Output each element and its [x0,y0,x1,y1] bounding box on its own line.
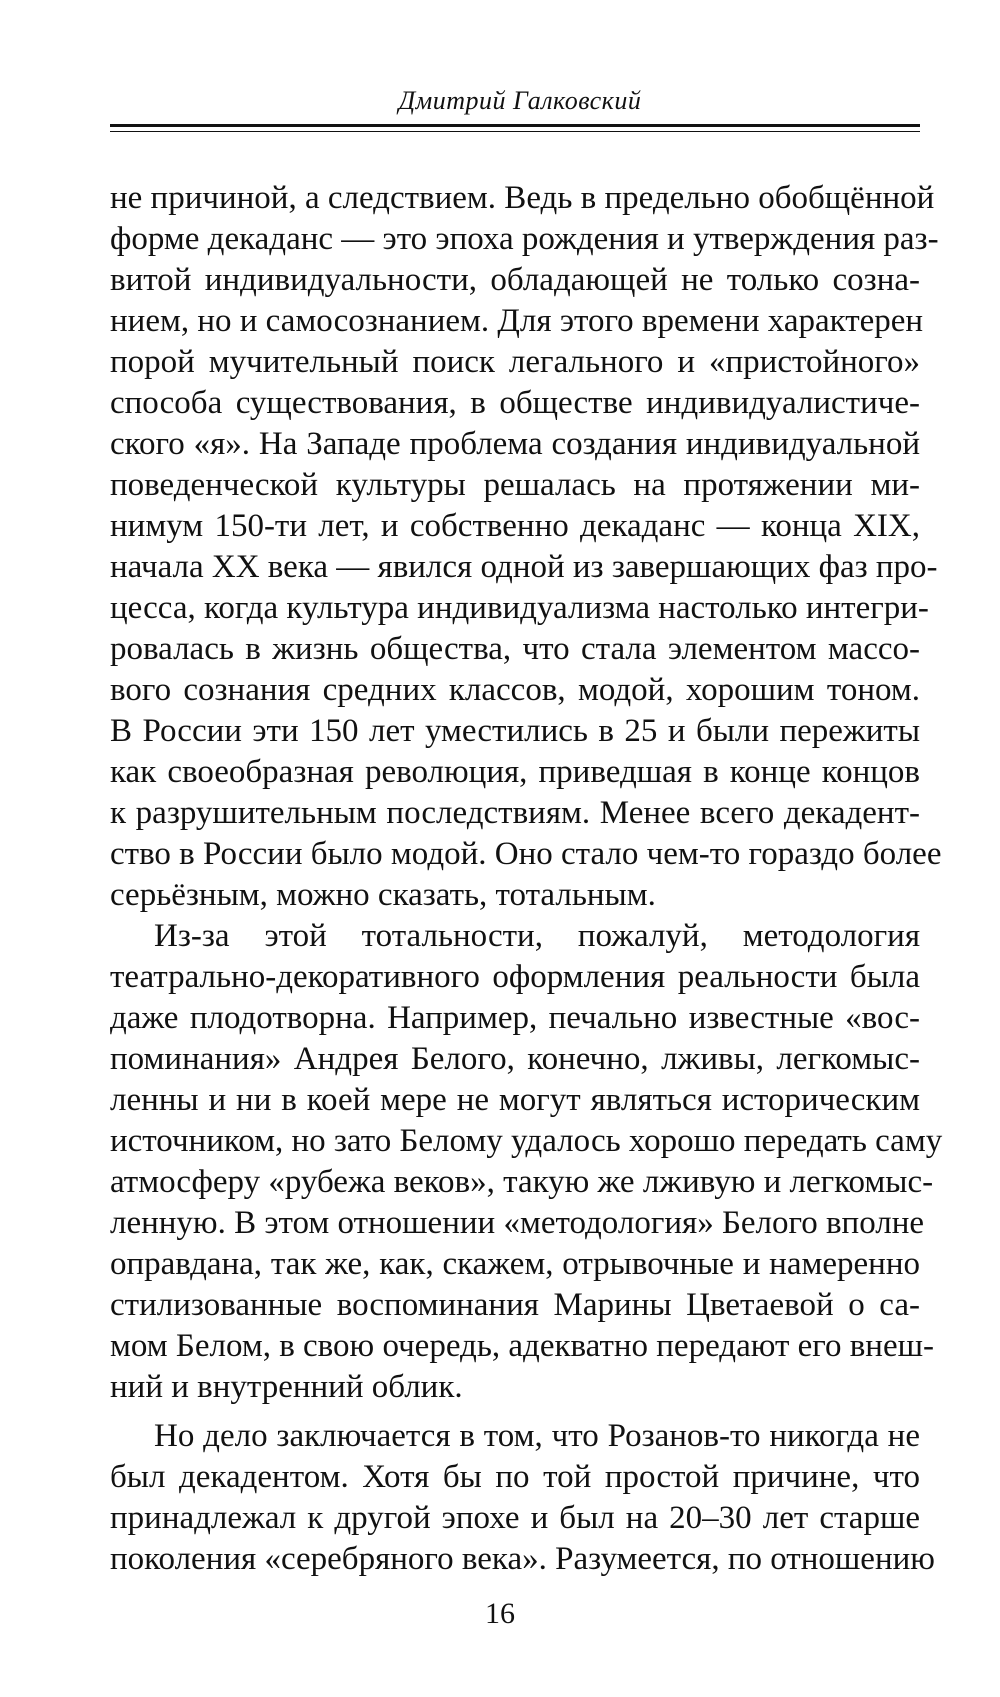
text-line: ровалась в жизнь общества, что стала элементом массо- [110,631,920,667]
text-line: нием, но и самосознанием. Для этого времени характерен [110,303,924,339]
paragraph-3 [110,1416,935,1580]
text-line: порой мучительный поиск легального и «пристойного» [110,344,920,380]
text-line: цесса, когда культура индивидуализма настолько интегри- [110,590,929,626]
text-line: форме декаданс — это эпоха рождения и утверждения раз- [110,221,939,257]
text-line: как своеобразная революция, приведшая в конце концов [110,754,920,790]
text-line: стилизованные воспоминания Марины Цветаевой о са- [110,1287,920,1323]
text-line: ленную. В этом отношении «методология» Белого вполне [110,1205,925,1241]
text-line: поминания» Андрея Белого, конечно, лживы, легкомыс- [110,1041,920,1077]
paragraph-gap [110,1408,920,1416]
page-number: 16 [485,1597,515,1630]
text-line: серьёзным, можно сказать, тотальным. [110,877,656,913]
paragraph-1 [110,178,942,916]
paragraph-2 [110,916,943,1408]
text-line: начала XX века — явился одной из завершающих фаз про- [110,549,938,585]
text-line: ленны и ни в коей мере не могут являться историческим [110,1082,920,1118]
text-line: источником, но зато Белому удалось хорошо передать саму [110,1123,943,1159]
text-line: мом Белом, в свою очередь, адекватно передают его внеш- [110,1328,935,1364]
text-line: поведенческой культуры решалась на протяжении ми- [110,467,920,503]
text-line: В России эти 150 лет уместились в 25 и были пережиты [110,713,920,749]
text-line: нимум 150-ти лет, и собственно декаданс — конца XIX, [110,508,920,544]
text-line: вого сознания средних классов, модой, хорошим тоном. [110,672,920,708]
text-line: Но дело заключается в том, что Розанов-то никогда не [154,1418,920,1454]
header-rule-thick [110,124,920,127]
text-line: атмосферу «рубежа веков», такую же лживую и легкомыс- [110,1164,934,1200]
running-head: Дмитрий Галковский [398,86,642,115]
text-line: поколения «серебряного века». Разумеется, по отношению [110,1541,935,1577]
text-line: ний и внутренний облик. [110,1369,463,1405]
text-line: был декадентом. Хотя бы по той простой причине, что [110,1459,920,1495]
text-line: способа существования, в обществе индивидуалистиче- [110,385,920,421]
text-line: витой индивидуальности, обладающей не только созна- [110,262,920,298]
text-line: оправдана, так же, как, скажем, отрывочные и намеренно [110,1246,920,1282]
body-text [110,178,943,1580]
text-line: Из-за этой тотальности, пожалуй, методология [154,918,920,954]
text-line: театрально-декоративного оформления реальности была [110,959,920,995]
text-line: ского «я». На Западе проблема создания индивидуальной [110,426,920,462]
text-line: к разрушительным последствиям. Менее всего декадент- [110,795,920,831]
text-line: не причиной, а следствием. Ведь в предельно обобщённой [110,180,935,216]
text-line: ство в России было модой. Оно стало чем-то гораздо более [110,836,942,872]
text-line: принадлежал к другой эпохе и был на 20–30 лет старше [110,1500,920,1536]
text-line: даже плодотворна. Например, печально известные «вос- [110,1000,920,1036]
header-rule-thin [110,131,920,132]
